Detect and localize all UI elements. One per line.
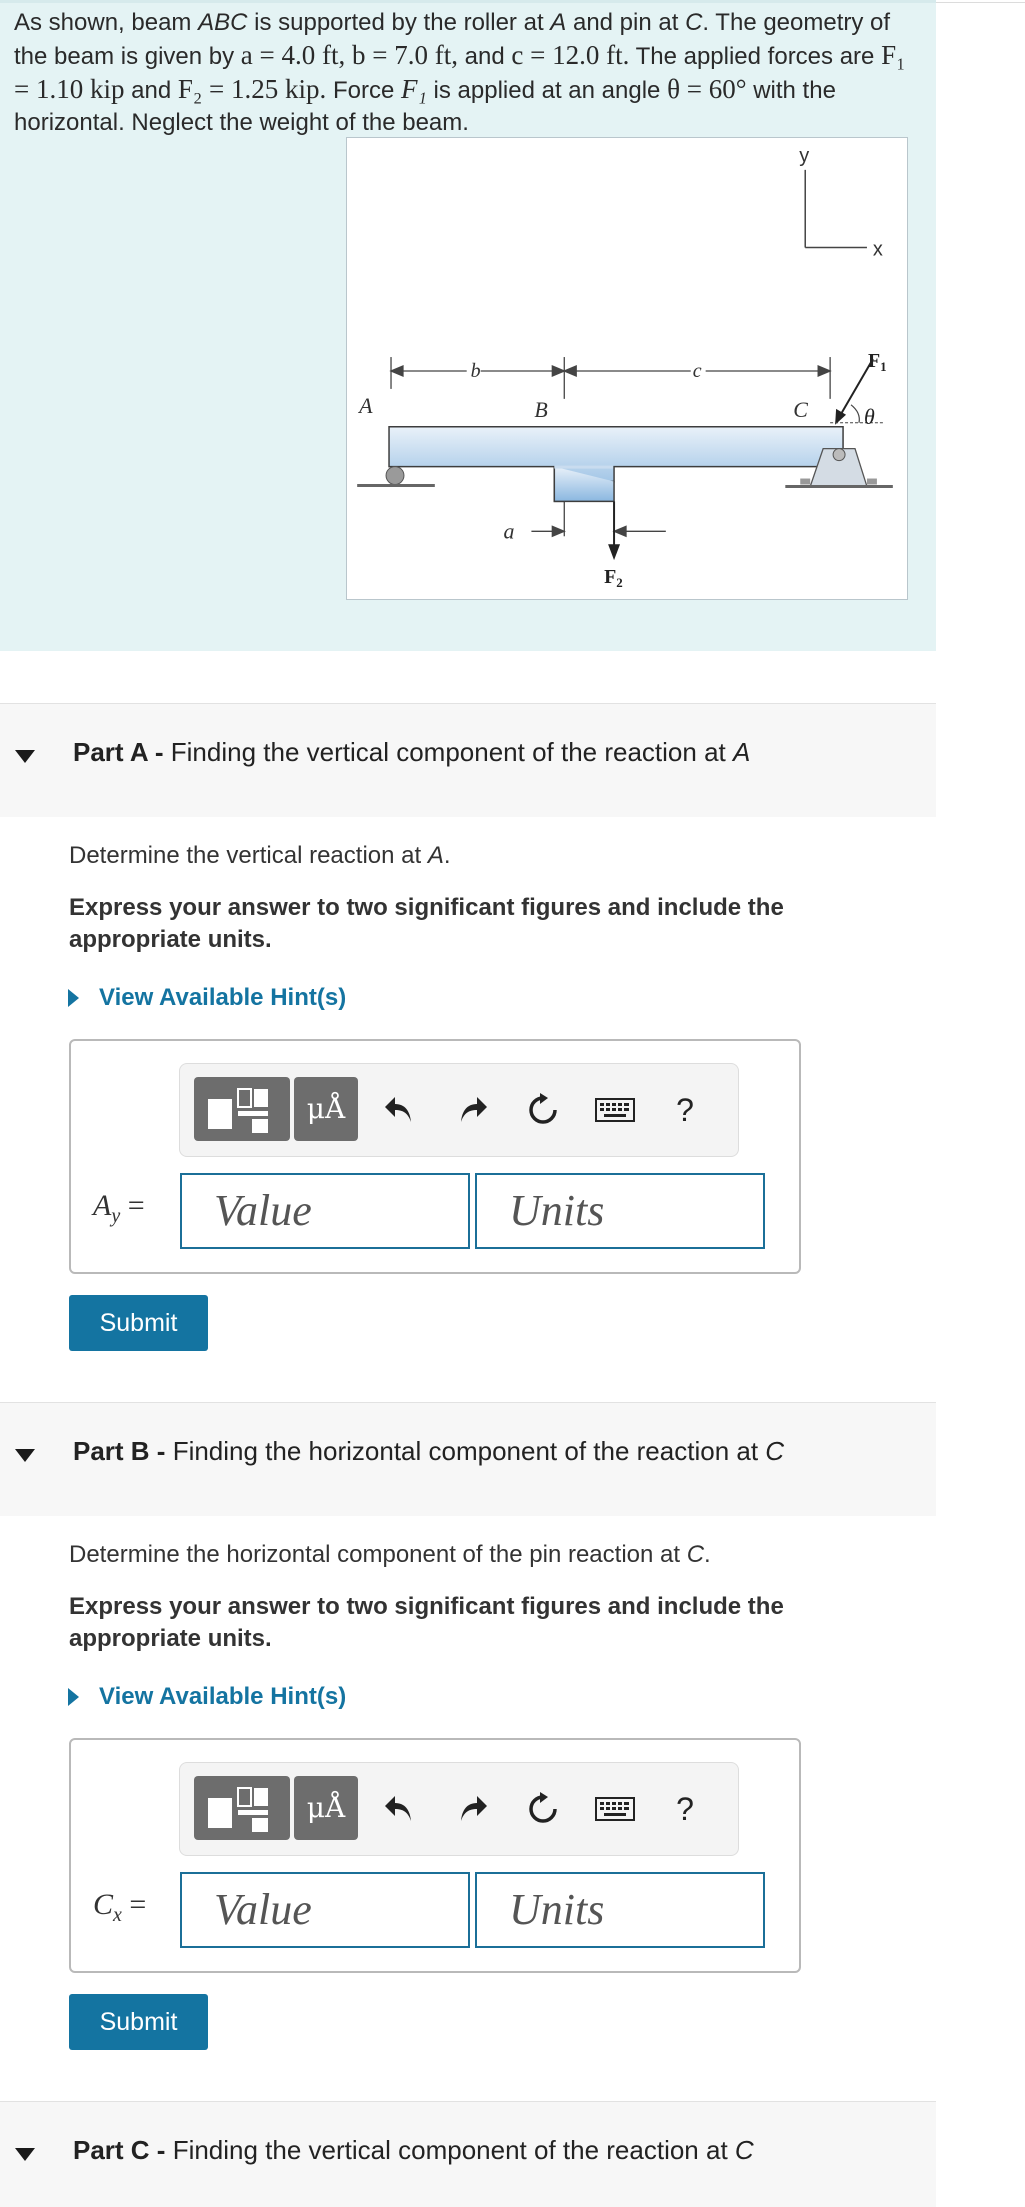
help-icon[interactable]: ? [676, 1790, 694, 1827]
units-input[interactable]: Units [475, 1173, 765, 1249]
beam-name: ABC [198, 9, 248, 36]
diagram-label-c: C [793, 396, 808, 422]
part-b-answer-box [69, 1738, 801, 1973]
part-a-hint-link[interactable]: View Available Hint(s) [68, 984, 346, 1012]
templates-button[interactable] [194, 1776, 290, 1840]
part-a-format-note: Express your answer to two significant figures and include the appropriate units. [69, 894, 784, 953]
undo-icon[interactable] [374, 1082, 424, 1138]
beam-joint [554, 466, 613, 469]
value-input[interactable]: Value [180, 1173, 470, 1249]
force-f2-label: $F_2$ [604, 566, 623, 591]
part-b-title: Part B - Finding the horizontal component of the reaction at C [73, 1436, 785, 1466]
expand-triangle-icon [68, 1688, 79, 1706]
force-f2-value: F₂ = 1.25 kip. [177, 74, 327, 104]
value-input[interactable]: Value [180, 1872, 470, 1948]
diagram-label-a: A [359, 392, 373, 418]
theta-label: θ [863, 403, 875, 429]
problem-text-3: and pin at [566, 9, 686, 36]
templates-button[interactable] [194, 1077, 290, 1141]
part-a-title: Part A - Finding the vertical component of the reaction at A [73, 737, 751, 767]
units-input[interactable]: Units [475, 1872, 765, 1948]
point-a: A [550, 9, 567, 36]
coordinate-axes [799, 145, 883, 261]
problem-text-2: is supported by the roller at [247, 9, 551, 36]
roller-support [357, 467, 435, 486]
undo-icon[interactable] [374, 1781, 424, 1837]
reset-icon[interactable] [518, 1781, 568, 1837]
geometry-c-value: c = 12.0 ft. [511, 40, 630, 70]
part-b-submit-button[interactable]: Submit [69, 1994, 208, 2050]
point-c: C [685, 9, 703, 36]
part-b-format-note: Express your answer to two significant figures and include the appropriate units. [69, 1593, 784, 1652]
templates-icon [194, 1077, 290, 1141]
part-a-header[interactable] [0, 703, 936, 817]
problem-text-5: and [457, 43, 512, 70]
problem-text-8: Force [326, 77, 401, 104]
templates-icon [194, 1776, 290, 1840]
part-a-submit-button[interactable]: Submit [69, 1295, 208, 1351]
problem-text-7: and [124, 77, 178, 104]
dim-b-label: b [470, 359, 481, 382]
part-c-header[interactable] [0, 2101, 936, 2207]
problem-statement [0, 0, 936, 651]
part-c-title: Part C - Finding the vertical component of the reaction at C [73, 2135, 754, 2165]
problem-text [14, 7, 919, 139]
keyboard-icon[interactable] [590, 1781, 640, 1837]
math-toolbar [179, 1063, 739, 1157]
units-button[interactable]: μÅ [294, 1077, 358, 1141]
problem-text-6: The applied forces are [629, 43, 882, 70]
beam-diagram [346, 137, 908, 600]
axis-x-label: x [872, 238, 883, 261]
collapse-caret-icon[interactable] [15, 2148, 35, 2161]
dim-a-label: a [503, 518, 515, 544]
theta-value: θ = 60° [667, 74, 747, 104]
part-a-instruction: Determine the vertical reaction at A. [69, 842, 451, 869]
redo-icon[interactable] [448, 1082, 498, 1138]
dim-c-label: c [692, 359, 702, 382]
problem-text-4: . The geometry of the beam is given by [14, 9, 891, 70]
force-f1-name: F₁ [400, 74, 427, 104]
math-toolbar [179, 1762, 739, 1856]
force-f1-value: F₁ = 1.10 kip [14, 40, 906, 104]
units-button[interactable]: μÅ [294, 1776, 358, 1840]
problem-text-1: As shown, beam [14, 9, 199, 36]
part-b-instruction: Determine the horizontal component of the pin reaction at C. [69, 1541, 711, 1568]
top-divider [936, 2, 1025, 3]
reset-icon[interactable] [518, 1082, 568, 1138]
help-icon[interactable]: ? [676, 1091, 694, 1128]
force-f1-label: $F_1$ [867, 350, 887, 374]
part-b-hint-link[interactable]: View Available Hint(s) [68, 1683, 346, 1711]
geometry-values: a = 4.0 ft, b = 7.0 ft, [240, 40, 458, 70]
keyboard-icon[interactable] [590, 1082, 640, 1138]
problem-text-9: is applied at an angle [426, 77, 668, 104]
expand-triangle-icon [68, 989, 79, 1007]
answer-variable-label: $A_y$ = [93, 1189, 145, 1227]
axis-y-label: y [799, 144, 810, 167]
problem-text-10: with the horizontal. Neglect the weight of the beam. [14, 77, 836, 136]
collapse-caret-icon[interactable] [15, 1449, 35, 1462]
part-b-header[interactable] [0, 1402, 936, 1516]
redo-icon[interactable] [448, 1781, 498, 1837]
diagram-label-b: B [534, 396, 548, 422]
part-a-answer-box [69, 1039, 801, 1274]
beam-diagram-svg [347, 138, 907, 599]
beam-shape [389, 427, 843, 502]
answer-variable-label: $C_x$ = [93, 1888, 147, 1926]
collapse-caret-icon[interactable] [15, 750, 35, 763]
